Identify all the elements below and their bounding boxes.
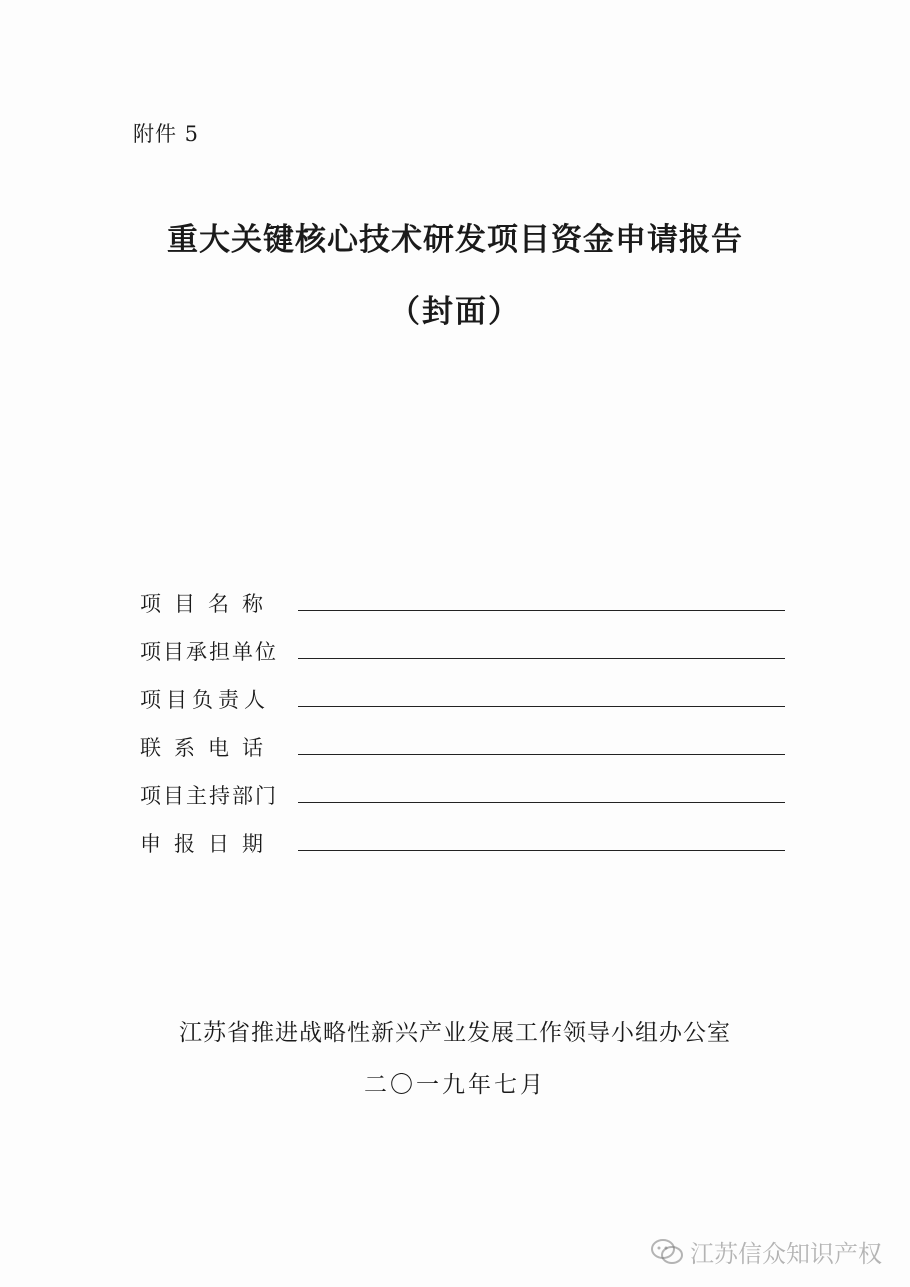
field-input-line[interactable] <box>298 610 785 611</box>
field-label: 项目主持部门 <box>140 784 278 808</box>
field-project-leader <box>140 684 785 732</box>
field-input-line[interactable] <box>298 850 785 851</box>
field-input-line[interactable] <box>298 754 785 755</box>
attachment-label: 附件 5 <box>133 122 200 146</box>
field-undertaking-unit <box>140 636 785 684</box>
field-contact-phone <box>140 732 785 780</box>
field-project-name <box>140 588 785 636</box>
field-application-date <box>140 828 785 876</box>
wechat-icon <box>650 1238 684 1266</box>
field-input-line[interactable] <box>298 658 785 659</box>
field-input-line[interactable] <box>298 706 785 707</box>
field-label: 联系电话 <box>140 736 276 760</box>
field-input-line[interactable] <box>298 802 785 803</box>
issuing-office: 江苏省推进战略性新兴产业发展工作领导小组办公室 <box>179 1020 731 1046</box>
cover-form <box>140 588 785 876</box>
watermark-text: 江苏信众知识产权 <box>690 1240 882 1268</box>
document-subtitle: （封面） <box>389 294 521 330</box>
issue-date: 二〇一九年七月 <box>364 1072 546 1098</box>
watermark <box>650 1234 882 1269</box>
field-label: 项目承担单位 <box>140 640 278 664</box>
field-label: 申报日期 <box>140 832 276 856</box>
document-title: 重大关键核心技术研发项目资金申请报告 <box>167 222 743 258</box>
field-label: 项目负责人 <box>140 688 270 712</box>
field-hosting-department <box>140 780 785 828</box>
field-label: 项目名称 <box>140 592 276 616</box>
